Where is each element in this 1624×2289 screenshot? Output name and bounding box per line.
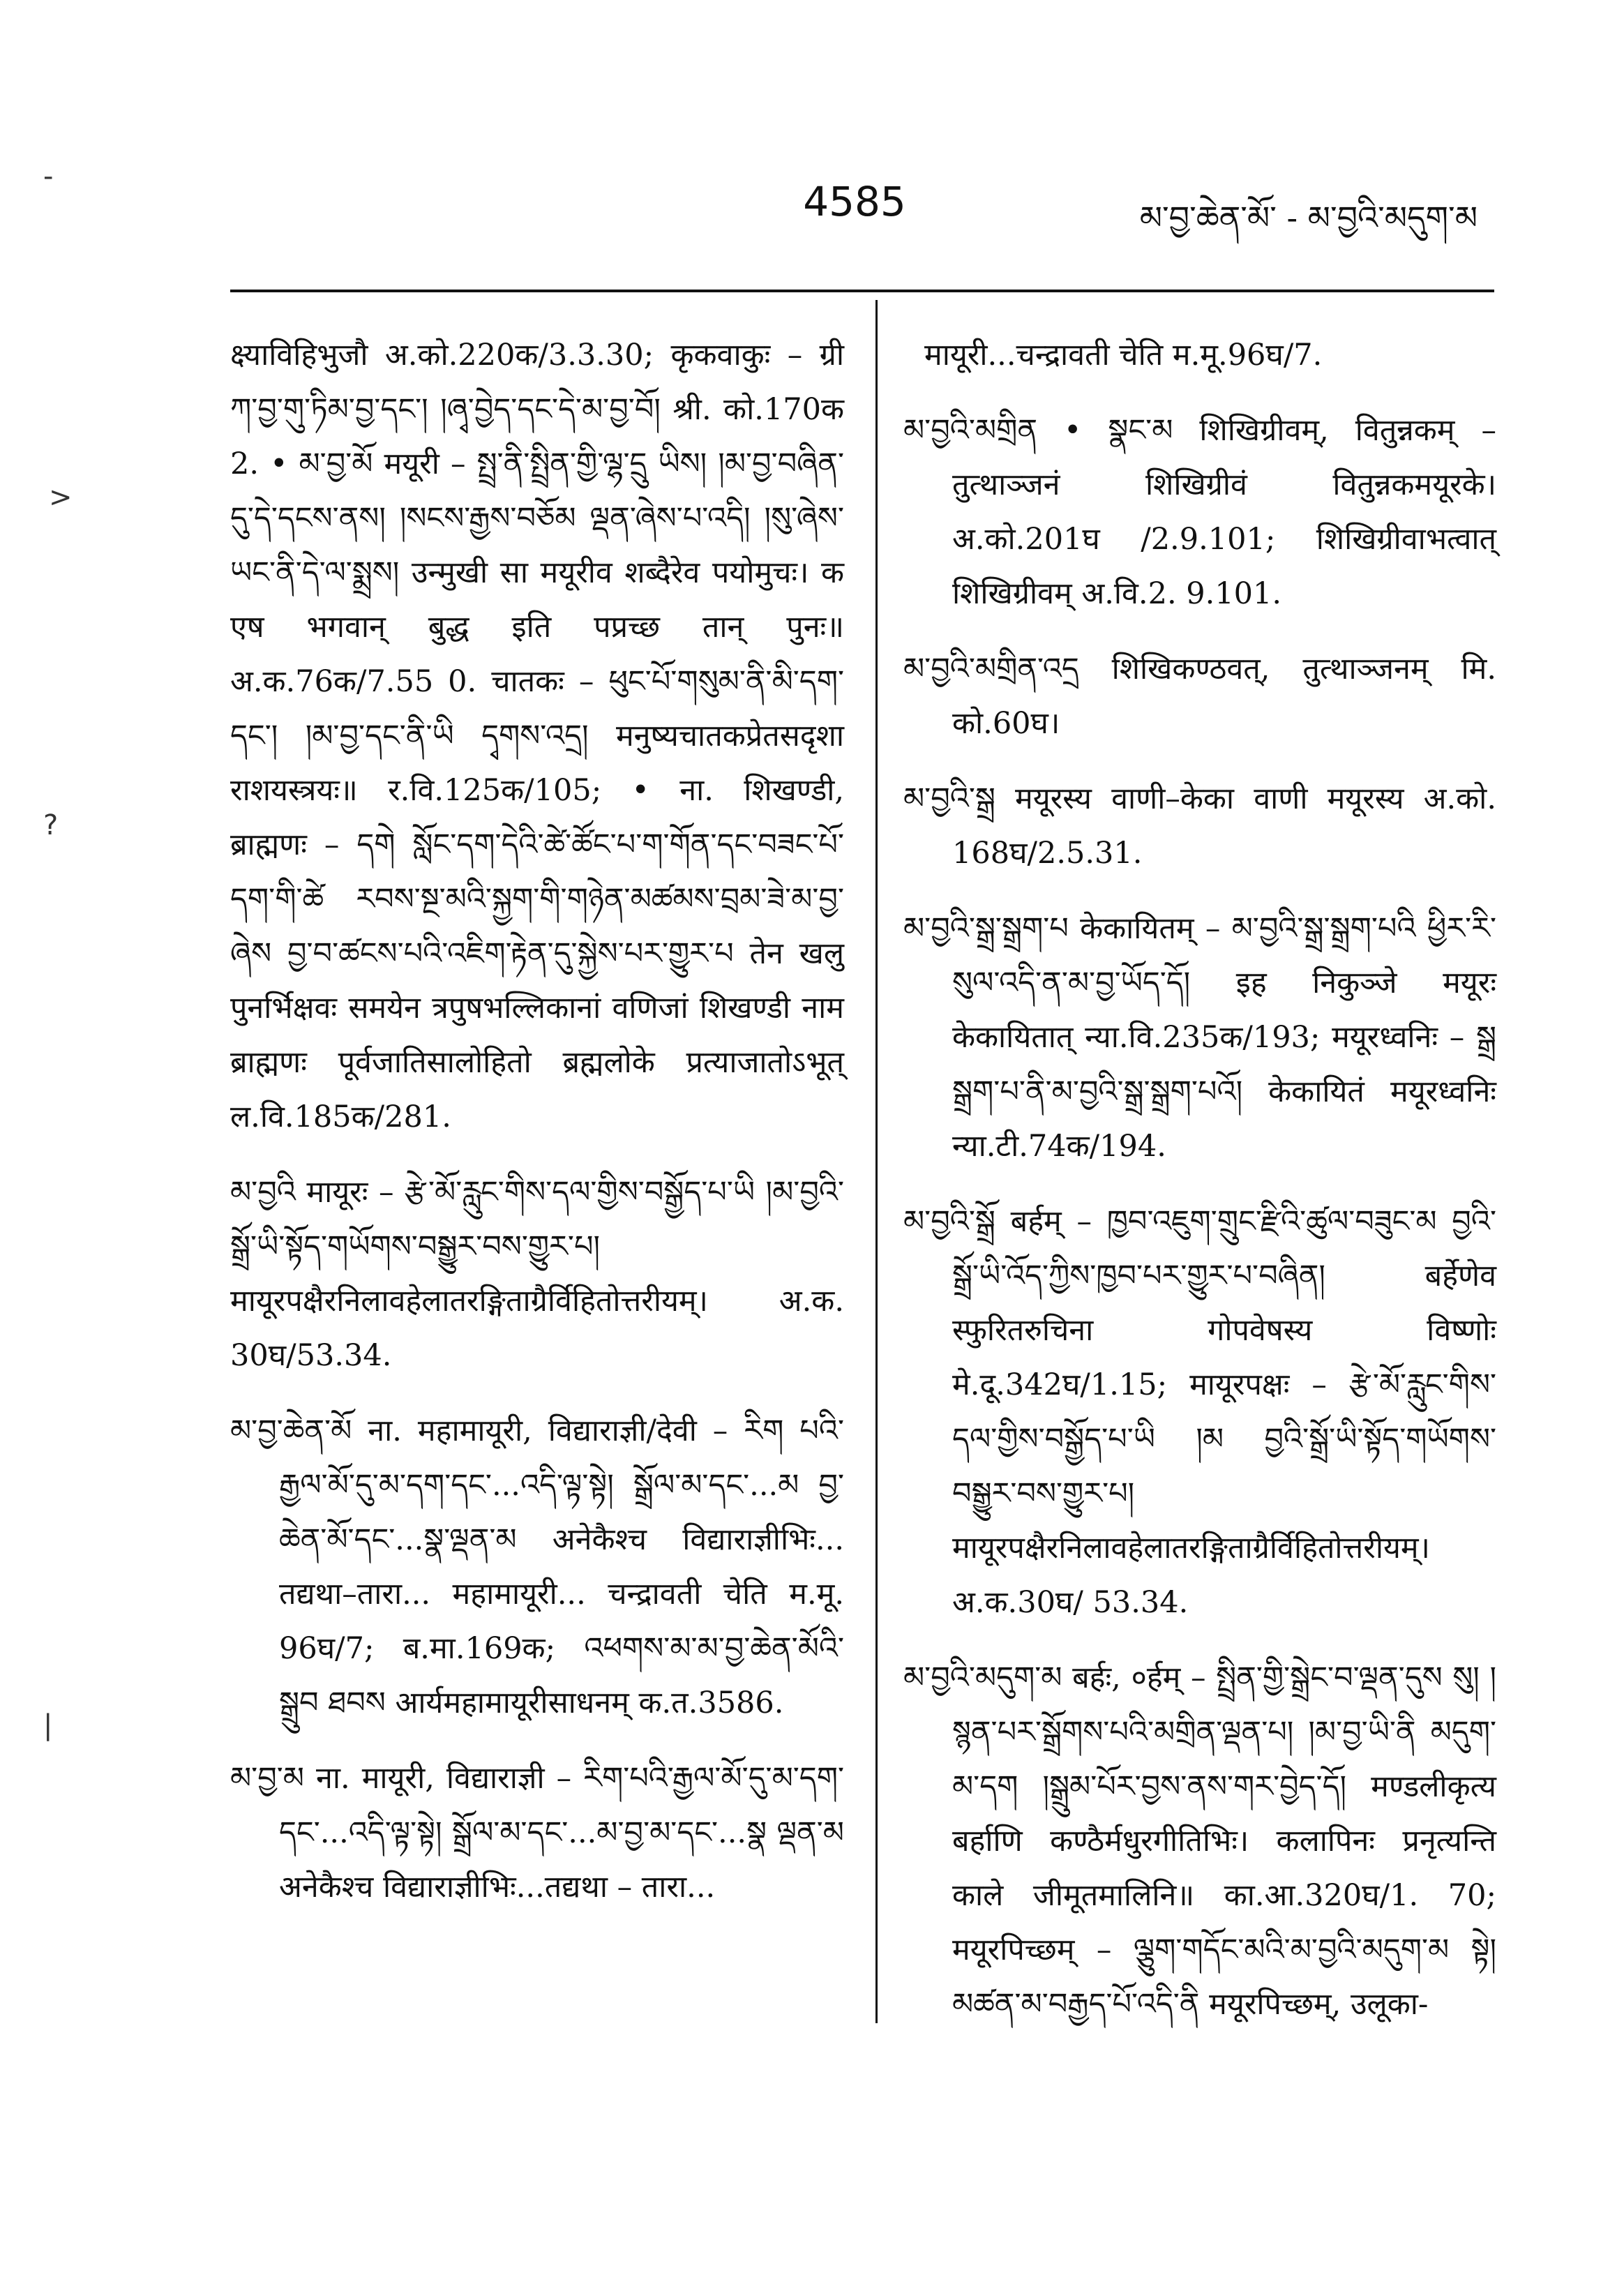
- margin-tick-mark: >: [49, 481, 73, 513]
- dictionary-entry: མ་བྱའི་མགྲིན • སྣང་མ शिखिग्रीवम्, वितुन्नकम् – तुत्थाञ्जनं शिखिग्रीवं वितुन्नकमयूरके। अ.को.201घ /2.9.101; शिखिग्रीवाभत्वात् शिखिग्रीवम् अ.वि.2. 9.101.: [903, 413, 1496, 611]
- margin-binding-mark: |: [43, 1709, 53, 1741]
- header-rule: [230, 290, 1494, 292]
- page-number: 4585: [803, 178, 906, 225]
- dictionary-entry: མ་བྱ་མ ना. मायूरी, विद्याराज्ञी – རིག་པའི་རྒྱལ་མོ་དུ་མ་དག་དང་...འདི་ལྟ་སྟེ། སྒྲོལ་མ་དང་...མ་བྱ་མ་དང་...སྣ ལྡན་མ अनेकैश्च विद्याराज्ञीभिः...तद्यथा – तारा...: [230, 1761, 844, 1905]
- running-head: མ་བྱ་ཆེན་མོ་ - མ་བྱའི་མདུག་མ: [1139, 199, 1478, 237]
- dictionary-entry: मायूरी...चन्द्रावती चेति म.मू.96घ/7.: [924, 338, 1323, 373]
- dictionary-entry: མ་བྱའི་མདུག་མ बर्हः, ०र्हम् – སྤྲིན་གྱི་སྒྲེང་བ་ལྡན་དུས སུ། །སྙན་པར་སྒྲོགས་པའི་མགྲིན་ལྡན་པ། །མ་བྱ་ཡི་ནི མདུག་མ་དག །སྒྲུམ་པོར་བྱས་ནས་གར་བྱེད་དོ། मण्डलीकृत्य बर्हाणि कण्ठैर्मधुरगीतिभिः। कलापिनः प्रनृत्यन्ति काले जीमूतमालिनि॥ का.आ.320घ/1. 70; मयूरपिच्छम् – ལྕུག་གདོང་མའི་མ་བྱའི་མདུག་མ སྟེ། མཚན་མ་བརྒྱད་པོ་འདི་ནི मयूरपिच्छम्, उलूका-: [903, 1660, 1496, 2022]
- margin-tick-mark: -: [43, 160, 54, 193]
- dictionary-entry: མ་བྱའི་སྒྲ मयूरस्य वाणी–केका वाणी मयूरस्य अ.को. 168घ/2.5.31.: [903, 781, 1496, 871]
- dictionary-entry: མ་བྱ་ཆེན་མོ ना. महामायूरी, विद्याराज्ञी/देवी – རིག པའི་རྒྱལ་མོ་དུ་མ་དག་དང་...འདི་ལྟ་སྟེ། སྒྲོལ་མ་དང་...མ བྱ་ཆེན་མོ་དང་...སྣ་ལྡན་མ अनेकैश्च विद्याराज्ञीभिः... तद्यथा–तारा... महामायूरी... चन्द्रावती चेति म.मू. 96घ/7; ब.मा.169क; འཕགས་མ་མ་བྱ་ཆེན་མོའི་སྒྲུབ ཐབས आर्यमहामायूरीसाधनम् क.त.3586.: [230, 1413, 844, 1720]
- column-divider: [875, 300, 878, 2023]
- dictionary-entry: མ་བྱའི मायूरः – རྩེ་མོ་རླུང་གིས་དལ་གྱིས་བསྒྱོད་པ་ཡི །མ་བྱའི་སྒྲོ་ཡི་སྟོད་གཡོགས་བསྒྱུར་བས་གྱུར་པ། मायूरपक्षैरनिलावहेलातरङ्गिताग्रैर्विहितोत्तरीयम्। अ.क. 30घ/53.34.: [230, 1175, 844, 1373]
- dictionary-entry: མ་བྱའི་མགྲིན་འདྲ शिखिकण्ठवत्, तुत्थाञ्जनम् मि. को.60घ।: [903, 652, 1496, 741]
- dictionary-entry: མ་བྱའི་སྒྲ་སྒྲག་པ केकायितम् – མ་བྱའི་སྒྲ་སྒྲག་པའི ཕྱིར་རི་སུལ་འདི་ན་མ་བྱ་ཡོད་དོ། इह निकुञ्जे मयूरः केकायितात् न्या.वि.235क/193; मयूरध्वनिः – སྒྲ སྒྲག་པ་ནི་མ་བྱའི་སྒྲ་སྒྲག་པའོ། केकायितं मयूरध्वनिः न्या.टी.74क/194.: [903, 911, 1496, 1164]
- right-column: [903, 328, 1496, 2052]
- margin-tick-mark: ?: [43, 809, 59, 841]
- left-column: [230, 328, 844, 1935]
- dictionary-entry: མ་བྱའི་སྒྲོ बर्हम् – ཁྱབ་འཇུག་གྲུང་རྫིའི་ཚུལ་བཟུང་མ བྱའི་སྒྲོ་ཡི་འོད་ཀྱིས་ཁྱབ་པར་གྱུར་པ་བཞིན། बर्हेणेव स्फुरितरुचिना गोपवेषस्य विष्णोः मे.दू.342घ/1.15; मायूरपक्षः – རྩེ་མོ་རླུང་གིས་དལ་གྱིས་བསྒྱོད་པ་ཡི །མ བྱའི་སྒྲོ་ཡི་སྟོད་གཡོགས་བསྒྱུར་བས་གྱུར་པ། मायूरपक्षैरनिलावहेलातरङ्गिताग्रैर्विहितोत्तरीयम्। अ.क.30घ/ 53.34.: [903, 1204, 1496, 1620]
- dictionary-entry: क्ष्याविहिभुजौ अ.को.220क/3.3.30; कृकवाकुः – ग्री ཀ་བྱ་གུ་ཏིམ་བྱ་དང་། །ཞྭ་བྱེད་དང་དེ་མ་བྱ་བོ། श्री. को.170क 2. • མ་བྱ་མོ मयूरी – སྤྲ་ནི་སྤྲིན་གྱི་ལྷ་དྲུ ཡིས། །མ་བྱ་བཞིན་དུ་དེ་དངས་ནས། །སངས་རྒྱས་བཅོམ ལྡན་ཞེས་པ་འདི། །སུ་ཞེས་ཡང་ནི་དེ་ལ་སྨྲས། उन्मुखी सा मयूरीव शब्दैरेव पयोमुचः। क एष भगवान् बुद्ध इति पप्रच्छ तान् पुनः॥ अ.क.76क/7.55 0. चातकः – ཕུང་པོ་གསུམ་ནི་མི་དག་དང་། །མ་བྱ་དང་ནི་ཡི དྭགས་འདྲ། मनुष्यचातकप्रेतसदृशा राशयस्त्रयः॥ र.वि.125क/105; • ना. शिखण्डी, ब्राह्मणः – དགེ སློང་དག་དེའི་ཚེ་ཚོང་པ་ག་གོན་དང་བཟང་པོ་དག་གི་ཚེ རབས་སྔ་མའི་སྐྱག་གི་གཉེན་མཚམས་བྲམ་ཟེ་མ་བྱ་ཞེས བྱ་བ་ཚངས་པའི་འཇིག་རྟེན་དུ་སྐྱེས་པར་གྱུར་པ तेन खलु पुनर्भिक्षवः समयेन त्रपुषभल्लिकानां वणिजां शिखण्डी नाम ब्राह्मणः पूर्वजातिसालोहितो ब्रह्मलोके प्रत्याजातोऽभूत् ल.वि.185क/281.: [230, 338, 844, 1134]
